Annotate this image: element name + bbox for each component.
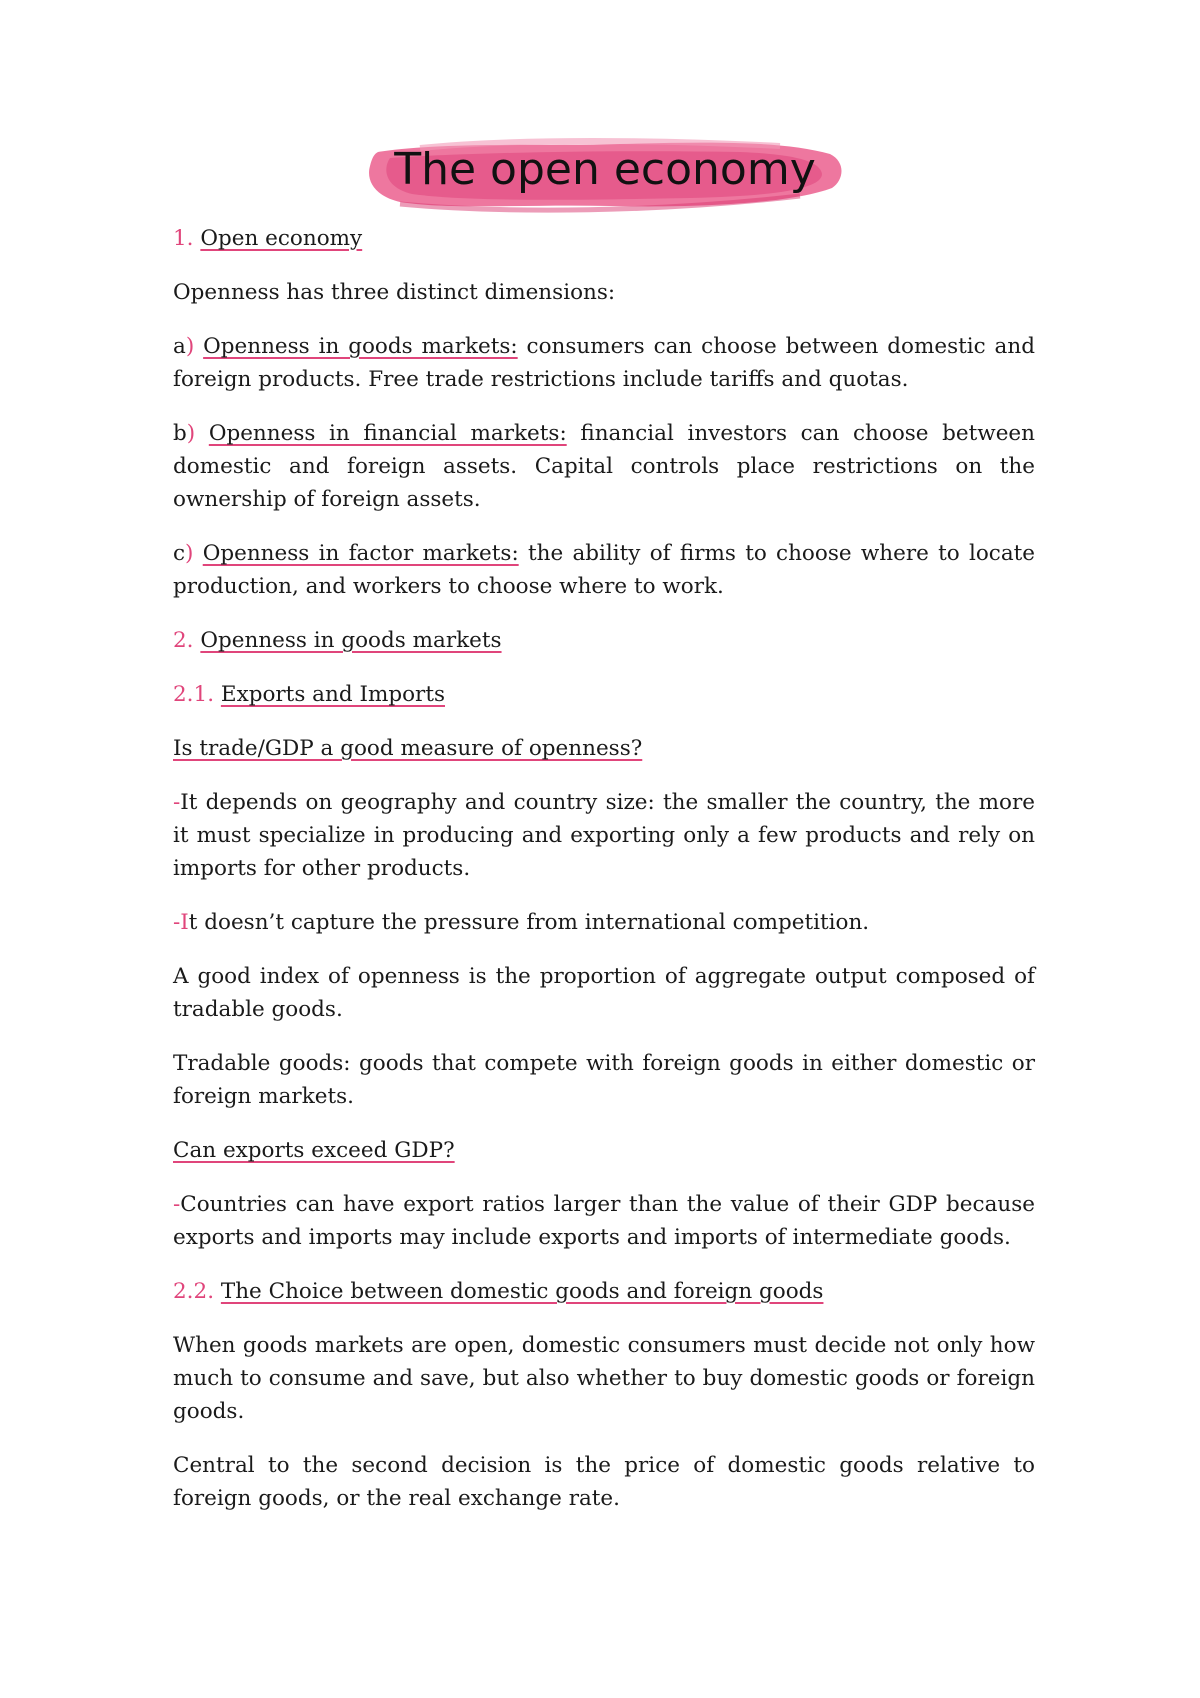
title-banner bbox=[360, 130, 850, 220]
bullet-dash: - bbox=[173, 1192, 181, 1217]
item-letter: c bbox=[173, 541, 186, 566]
section-heading-2 bbox=[173, 624, 1035, 657]
section-heading-1 bbox=[173, 222, 1035, 255]
dimension-text: consumers can choose between domestic and foreign products. Free trade restrictions include tariffs and quotas. bbox=[173, 334, 1035, 392]
item-paren: ) bbox=[185, 334, 195, 359]
paragraph-tradable: Tradable goods: goods that compete with foreign goods in either domestic or foreign markets. bbox=[173, 1051, 1035, 1109]
item-letter: a bbox=[173, 334, 186, 359]
dimension-c bbox=[173, 537, 1035, 603]
section-number: 2.1. bbox=[173, 682, 215, 707]
section-title: The Choice between domestic goods and foreign goods bbox=[220, 1279, 824, 1304]
question-text: Is trade/GDP a good measure of openness? bbox=[173, 736, 643, 761]
bullet-geography bbox=[173, 786, 1035, 885]
dimension-term: Openness in goods markets: bbox=[203, 334, 518, 359]
dimension-b bbox=[173, 417, 1035, 516]
paragraph-central: Central to the second decision is the price of domestic goods relative to foreign goods, or the real exchange rate. bbox=[173, 1453, 1035, 1511]
dimension-term: Openness in financial markets: bbox=[208, 421, 567, 446]
document-body bbox=[173, 222, 1035, 1536]
section-title: Openness in goods markets bbox=[200, 628, 502, 653]
section-number: 2.2. bbox=[173, 1279, 215, 1304]
bullet-text: Countries can have export ratios larger than the value of their GDP because exports and imports may include exports and imports of intermediate goods. bbox=[173, 1192, 1035, 1250]
paragraph-when-open: When goods markets are open, domestic consumers must decide not only how much to consume and save, but also whether to buy domestic goods or foreign goods. bbox=[173, 1333, 1035, 1424]
section-number: 1. bbox=[173, 226, 194, 251]
intro-paragraph: Openness has three distinct dimensions: bbox=[173, 280, 616, 305]
bullet-export-ratios bbox=[173, 1188, 1035, 1254]
bullet-text: t doesn’t capture the pressure from international competition. bbox=[188, 910, 870, 935]
bullet-dash: - bbox=[173, 790, 181, 815]
question-heading-2 bbox=[173, 1134, 1035, 1167]
dimension-term: Openness in factor markets: bbox=[202, 541, 519, 566]
question-text: Can exports exceed GDP? bbox=[173, 1138, 455, 1163]
bullet-text: It depends on geography and country size: the smaller the country, the more it must specialize in producing and exporting only a few products and rely on imports for other products. bbox=[173, 790, 1035, 881]
section-title: Open economy bbox=[200, 226, 363, 251]
question-heading-1 bbox=[173, 732, 1035, 765]
item-letter: b bbox=[173, 421, 187, 446]
section-heading-2-1 bbox=[173, 678, 1035, 711]
paragraph-index: A good index of openness is the proportion of aggregate output composed of tradable goods. bbox=[173, 964, 1035, 1022]
bullet-competition bbox=[173, 906, 1035, 939]
page-title: The open economy bbox=[394, 144, 816, 195]
section-number: 2. bbox=[173, 628, 194, 653]
section-heading-2-2 bbox=[173, 1275, 1035, 1308]
dimension-a bbox=[173, 330, 1035, 396]
item-paren: ) bbox=[186, 421, 196, 446]
bullet-dash: -I bbox=[173, 910, 189, 935]
dimension-text: financial investors can choose between domestic and foreign assets. Capital controls place restrictions on the ownership of foreign assets. bbox=[173, 421, 1035, 512]
dimension-text: the ability of firms to choose where to locate production, and workers to choose where to work. bbox=[173, 541, 1035, 599]
item-paren: ) bbox=[185, 541, 194, 566]
section-title: Exports and Imports bbox=[220, 682, 445, 707]
